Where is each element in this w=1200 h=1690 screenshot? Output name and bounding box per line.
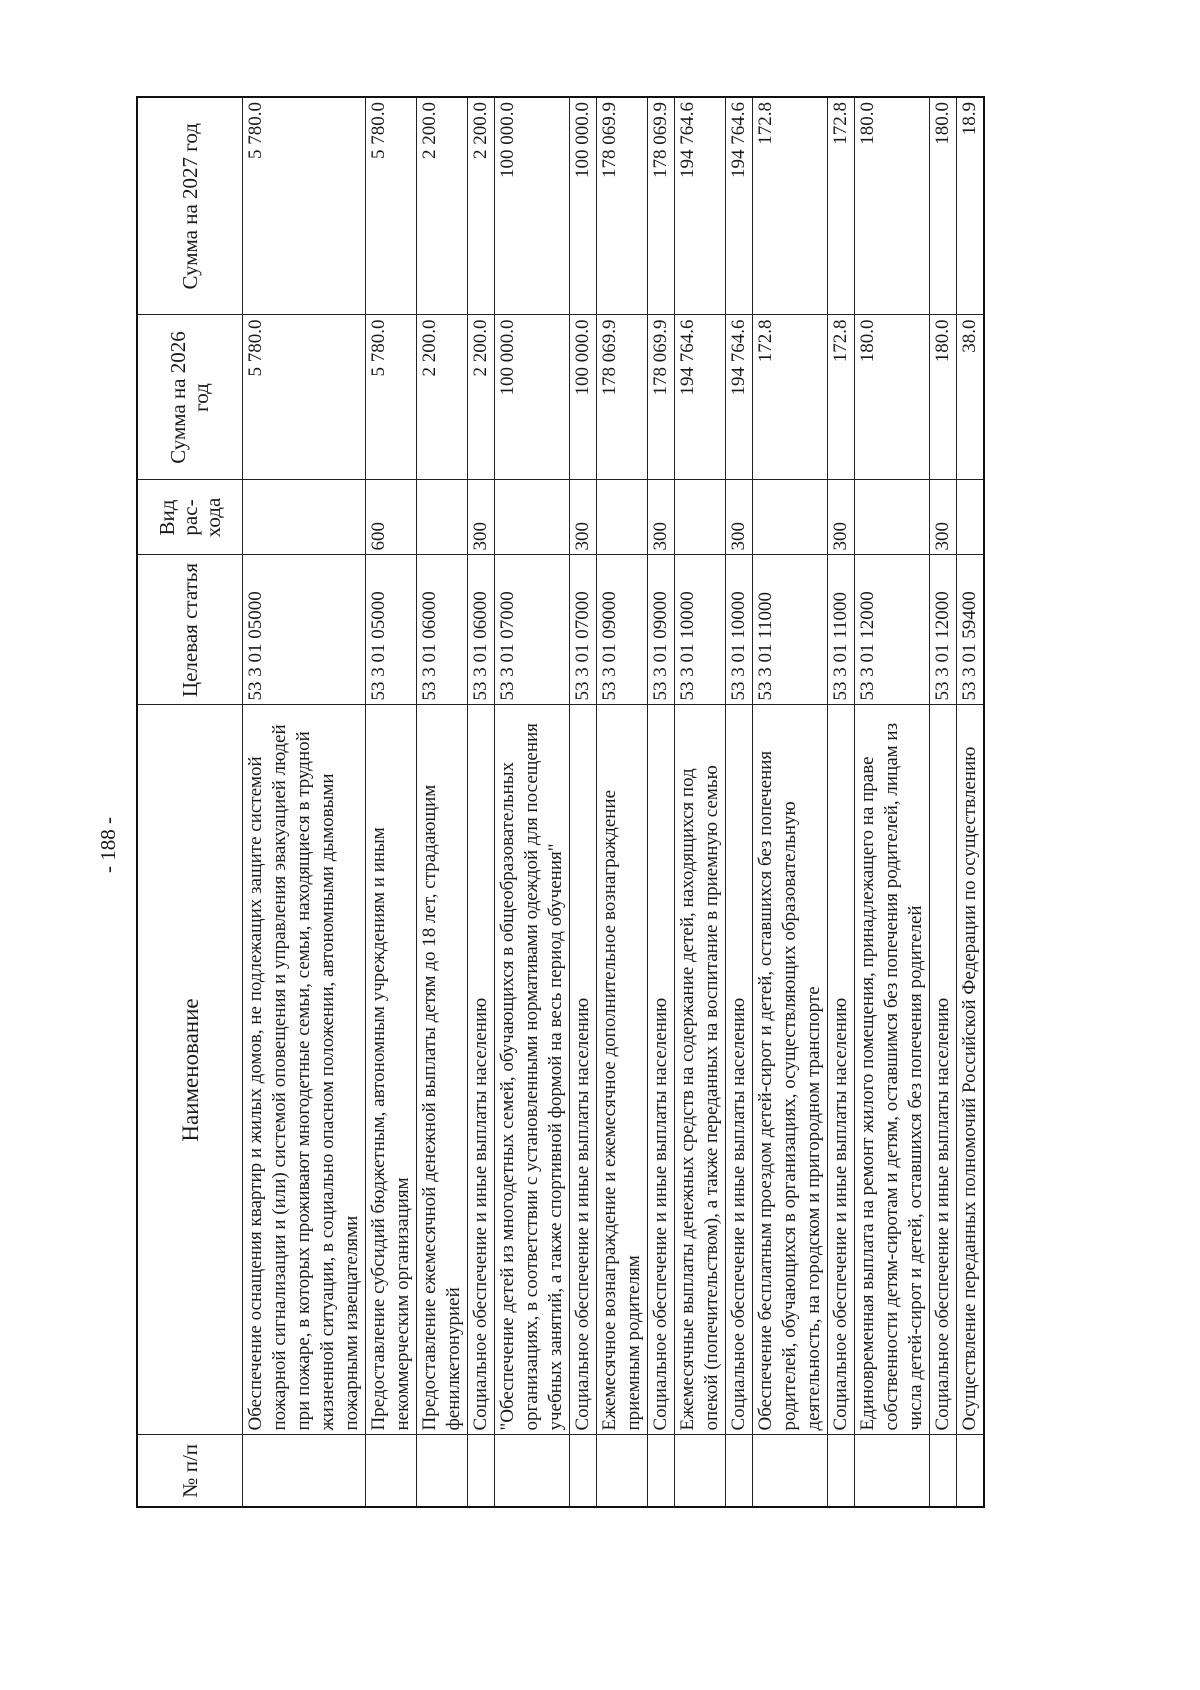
- row-num: [855, 1435, 930, 1507]
- row-kind: [495, 480, 570, 555]
- row-code: 53 3 01 11000: [753, 555, 828, 705]
- row-name: Ежемесячное вознаграждение и ежемесячное дополнительное вознаграждение приемным родителям: [597, 705, 648, 1435]
- row-kind: [855, 480, 930, 555]
- header-sum-2026: Сумма на 2026 год: [137, 315, 243, 480]
- row-sum-2027: 100 000.0: [495, 97, 570, 315]
- row-code: 53 3 01 59400: [957, 555, 985, 705]
- row-kind: 300: [726, 480, 753, 555]
- row-kind: 300: [570, 480, 597, 555]
- table-row: [828, 97, 855, 1507]
- row-num: [828, 1435, 855, 1507]
- row-name: "Обеспечение детей из многодетных семей, обучающихся в общеобразовательных организациях, в соответствии с установленными нормативами одеждой для посещения учебных занятий, а также спортивной формой на весь период обучения": [495, 705, 570, 1435]
- row-sum-2026: 2 200.0: [417, 315, 468, 480]
- row-name: Социальное обеспечение и иные выплаты населению: [570, 705, 597, 1435]
- row-sum-2027: 100 000.0: [570, 97, 597, 315]
- row-name: Социальное обеспечение и иные выплаты населению: [930, 705, 957, 1435]
- row-sum-2026: 5 780.0: [366, 315, 417, 480]
- row-num: [648, 1435, 675, 1507]
- row-kind: 300: [930, 480, 957, 555]
- row-sum-2027: 172.8: [828, 97, 855, 315]
- row-kind: [753, 480, 828, 555]
- row-name: Ежемесячные выплаты денежных средств на содержание детей, находящихся под опекой (попечительством), а также переданных на воспитание в приемную семью: [675, 705, 726, 1435]
- table-header-row: [137, 97, 243, 1507]
- row-code: 53 3 01 11000: [828, 555, 855, 705]
- table-row: [675, 97, 726, 1507]
- row-sum-2026: 178 069.9: [597, 315, 648, 480]
- row-kind: 300: [468, 480, 495, 555]
- header-num: № п/п: [137, 1435, 243, 1507]
- row-sum-2026: 180.0: [930, 315, 957, 480]
- row-num: [495, 1435, 570, 1507]
- row-name: Социальное обеспечение и иные выплаты населению: [648, 705, 675, 1435]
- row-code: 53 3 01 07000: [495, 555, 570, 705]
- row-num: [726, 1435, 753, 1507]
- row-kind: 300: [828, 480, 855, 555]
- row-num: [570, 1435, 597, 1507]
- row-sum-2027: 172.8: [753, 97, 828, 315]
- row-sum-2026: 100 000.0: [570, 315, 597, 480]
- row-code: 53 3 01 06000: [417, 555, 468, 705]
- row-kind: [957, 480, 985, 555]
- row-sum-2027: 194 764.6: [726, 97, 753, 315]
- row-num: [753, 1435, 828, 1507]
- row-sum-2026: 172.8: [753, 315, 828, 480]
- row-name: Осуществление переданных полномочий Российской Федерации по осуществлению: [957, 705, 985, 1435]
- table-row: [243, 97, 366, 1507]
- row-sum-2027: 180.0: [930, 97, 957, 315]
- row-sum-2027: 180.0: [855, 97, 930, 315]
- row-name: Единовременная выплата на ремонт жилого помещения, принадлежащего на праве собственности детям-сиротам и детям, оставшимся без попечения родителей, лицам из числа детей-сирот и детей, оставшихся без попечения родителей: [855, 705, 930, 1435]
- table-row: [417, 97, 468, 1507]
- table-row: [495, 97, 570, 1507]
- row-sum-2026: 172.8: [828, 315, 855, 480]
- row-kind: [417, 480, 468, 555]
- row-code: 53 3 01 10000: [726, 555, 753, 705]
- budget-table: [136, 96, 985, 1508]
- table-row: [726, 97, 753, 1507]
- row-num: [957, 1435, 985, 1507]
- row-num: [675, 1435, 726, 1507]
- row-num: [366, 1435, 417, 1507]
- row-sum-2026: 178 069.9: [648, 315, 675, 480]
- row-code: 53 3 01 07000: [570, 555, 597, 705]
- row-sum-2027: 18.9: [957, 97, 985, 315]
- row-num: [597, 1435, 648, 1507]
- row-sum-2027: 5 780.0: [243, 97, 366, 315]
- header-sum-2027: Сумма на 2027 год: [137, 97, 243, 315]
- row-sum-2027: 178 069.9: [597, 97, 648, 315]
- row-code: 53 3 01 09000: [597, 555, 648, 705]
- row-sum-2026: 100 000.0: [495, 315, 570, 480]
- row-sum-2026: 194 764.6: [675, 315, 726, 480]
- row-sum-2026: 180.0: [855, 315, 930, 480]
- row-name: Предоставление субсидий бюджетным, автономным учреждениям и иным некоммерческим организациям: [366, 705, 417, 1435]
- row-sum-2026: 194 764.6: [726, 315, 753, 480]
- row-code: 53 3 01 09000: [648, 555, 675, 705]
- row-num: [930, 1435, 957, 1507]
- table-row: [597, 97, 648, 1507]
- row-name: Социальное обеспечение и иные выплаты населению: [828, 705, 855, 1435]
- header-name: Наименование: [137, 705, 243, 1435]
- row-code: 53 3 01 12000: [855, 555, 930, 705]
- row-sum-2027: 178 069.9: [648, 97, 675, 315]
- row-kind: [597, 480, 648, 555]
- row-sum-2027: 2 200.0: [417, 97, 468, 315]
- header-kind: Вид рас- хода: [137, 480, 243, 555]
- row-kind: [675, 480, 726, 555]
- table-row: [855, 97, 930, 1507]
- row-sum-2026: 38.0: [957, 315, 985, 480]
- table-row: [930, 97, 957, 1507]
- row-name: Предоставление ежемесячной денежной выплаты детям до 18 лет, страдающим фенилкетонурией: [417, 705, 468, 1435]
- table-row: [648, 97, 675, 1507]
- row-name: Обеспечение оснащения квартир и жилых домов, не подлежащих защите системой пожарной сигнализации и (или) системой оповещения и управления эвакуацией людей при пожаре, в которых проживают многодетные семьи, семьи, находящиеся в трудной жизненной ситуации, в социально опасном положении, автономными дымовыми пожарными извещателями: [243, 705, 366, 1435]
- row-name: Социальное обеспечение и иные выплаты населению: [726, 705, 753, 1435]
- row-kind: 600: [366, 480, 417, 555]
- row-sum-2027: 2 200.0: [468, 97, 495, 315]
- row-code: 53 3 01 05000: [366, 555, 417, 705]
- table-row: [468, 97, 495, 1507]
- row-code: 53 3 01 06000: [468, 555, 495, 705]
- table-row: [753, 97, 828, 1507]
- row-name: Обеспечение бесплатным проездом детей-сирот и детей, оставшихся без попечения родителей, обучающихся в организациях, осуществляющих образовательную деятельность, на городском и пригородном транспорте: [753, 705, 828, 1435]
- row-sum-2027: 5 780.0: [366, 97, 417, 315]
- row-num: [243, 1435, 366, 1507]
- row-code: 53 3 01 12000: [930, 555, 957, 705]
- row-num: [417, 1435, 468, 1507]
- row-kind: 300: [648, 480, 675, 555]
- row-code: 53 3 01 10000: [675, 555, 726, 705]
- row-sum-2026: 5 780.0: [243, 315, 366, 480]
- row-kind: [243, 480, 366, 555]
- row-sum-2027: 194 764.6: [675, 97, 726, 315]
- header-code: Целевая статья: [137, 555, 243, 705]
- table-row: [957, 97, 985, 1507]
- row-name: Социальное обеспечение и иные выплаты населению: [468, 705, 495, 1435]
- table-row: [570, 97, 597, 1507]
- row-sum-2026: 2 200.0: [468, 315, 495, 480]
- row-code: 53 3 01 05000: [243, 555, 366, 705]
- table-row: [366, 97, 417, 1507]
- row-num: [468, 1435, 495, 1507]
- page-number: - 188 -: [96, 817, 120, 873]
